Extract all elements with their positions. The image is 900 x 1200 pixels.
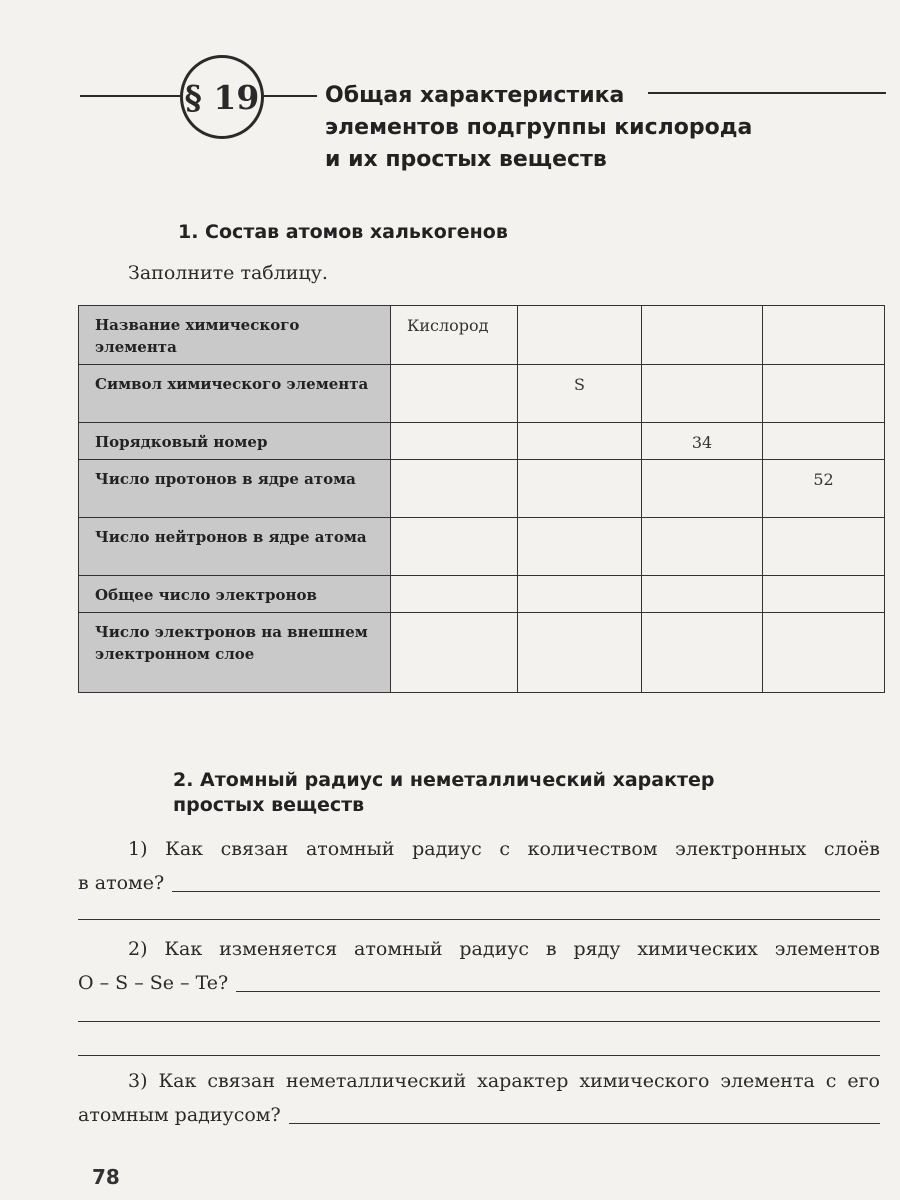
answer-line[interactable] bbox=[78, 919, 880, 920]
section1-heading: 1. Состав атомов халькогенов bbox=[178, 221, 508, 243]
table-row bbox=[79, 576, 885, 613]
table-cell[interactable] bbox=[391, 365, 518, 423]
table-cell[interactable] bbox=[642, 576, 763, 613]
table-cell[interactable] bbox=[763, 576, 885, 613]
question-2-text-cont: O – S – Se – Te? bbox=[78, 972, 229, 994]
header-rule-left bbox=[80, 95, 182, 97]
page-number: 78 bbox=[92, 1165, 120, 1189]
table-cell[interactable] bbox=[518, 518, 642, 576]
table-cell[interactable] bbox=[763, 423, 885, 460]
question-2 bbox=[78, 932, 880, 1000]
table-row bbox=[79, 518, 885, 576]
table-cell[interactable] bbox=[518, 460, 642, 518]
answer-line[interactable] bbox=[172, 891, 880, 892]
table-cell[interactable]: Кислород bbox=[391, 306, 518, 365]
row-label: Число электронов на внешнем электронном слое bbox=[79, 613, 391, 693]
header-rule-mid bbox=[262, 95, 317, 97]
table-row bbox=[79, 460, 885, 518]
title-line-1: Общая характеристика bbox=[325, 83, 625, 108]
table-cell[interactable] bbox=[642, 613, 763, 693]
title-line-2: элементов подгруппы кислорода bbox=[325, 115, 753, 140]
elements-table bbox=[78, 305, 885, 693]
table-cell[interactable] bbox=[518, 306, 642, 365]
table-cell[interactable] bbox=[518, 423, 642, 460]
table-row bbox=[79, 306, 885, 365]
row-label: Общее число электронов bbox=[79, 576, 391, 613]
table-cell[interactable] bbox=[391, 423, 518, 460]
section2-heading-line-2: простых веществ bbox=[173, 794, 365, 816]
page-title bbox=[325, 80, 752, 176]
row-label: Символ химического элемента bbox=[79, 365, 391, 423]
table-cell[interactable] bbox=[391, 460, 518, 518]
answer-line[interactable] bbox=[78, 1021, 880, 1022]
table-cell[interactable] bbox=[642, 365, 763, 423]
question-1-text-cont: в атоме? bbox=[78, 872, 165, 894]
section2-heading bbox=[173, 768, 715, 818]
question-2-answer-row bbox=[78, 966, 880, 1000]
row-label: Порядковый номер bbox=[79, 423, 391, 460]
question-3-answer-row bbox=[78, 1098, 880, 1132]
question-1-answer-row bbox=[78, 866, 880, 900]
question-2-text: 2) Как изменяется атомный радиус в ряду химических элементов bbox=[128, 938, 880, 960]
table-cell[interactable] bbox=[518, 613, 642, 693]
table-cell[interactable] bbox=[642, 460, 763, 518]
table-row bbox=[79, 423, 885, 460]
question-3-text-cont: атомным радиусом? bbox=[78, 1104, 281, 1126]
table-cell[interactable] bbox=[391, 613, 518, 693]
table-cell[interactable] bbox=[763, 365, 885, 423]
table-cell[interactable] bbox=[518, 576, 642, 613]
title-line-3: и их простых веществ bbox=[325, 147, 607, 172]
table-cell[interactable]: S bbox=[518, 365, 642, 423]
table-cell[interactable] bbox=[763, 518, 885, 576]
table-cell[interactable] bbox=[763, 306, 885, 365]
answer-line[interactable] bbox=[78, 1055, 880, 1056]
row-label: Число протонов в ядре атома bbox=[79, 460, 391, 518]
answer-line[interactable] bbox=[236, 991, 880, 992]
question-1-text: 1) Как связан атомный радиус с количеством электронных слоёв bbox=[128, 838, 880, 860]
section1-instruction: Заполните таблицу. bbox=[128, 262, 328, 284]
table-row bbox=[79, 365, 885, 423]
question-3 bbox=[78, 1064, 880, 1132]
section-badge: § 19 bbox=[180, 55, 264, 139]
table-row bbox=[79, 613, 885, 693]
section2-heading-line-1: 2. Атомный радиус и неметаллический характер bbox=[173, 769, 715, 791]
question-1 bbox=[78, 832, 880, 900]
question-3-text: 3) Как связан неметаллический характер химического элемента с его bbox=[128, 1070, 880, 1092]
table-cell[interactable]: 52 bbox=[763, 460, 885, 518]
table-cell[interactable] bbox=[391, 576, 518, 613]
table-cell[interactable] bbox=[391, 518, 518, 576]
table-cell[interactable] bbox=[642, 518, 763, 576]
answer-line[interactable] bbox=[289, 1123, 880, 1124]
table-cell[interactable]: 34 bbox=[642, 423, 763, 460]
row-label: Название химического элемента bbox=[79, 306, 391, 365]
row-label: Число нейтронов в ядре атома bbox=[79, 518, 391, 576]
table-cell[interactable] bbox=[642, 306, 763, 365]
table-cell[interactable] bbox=[763, 613, 885, 693]
